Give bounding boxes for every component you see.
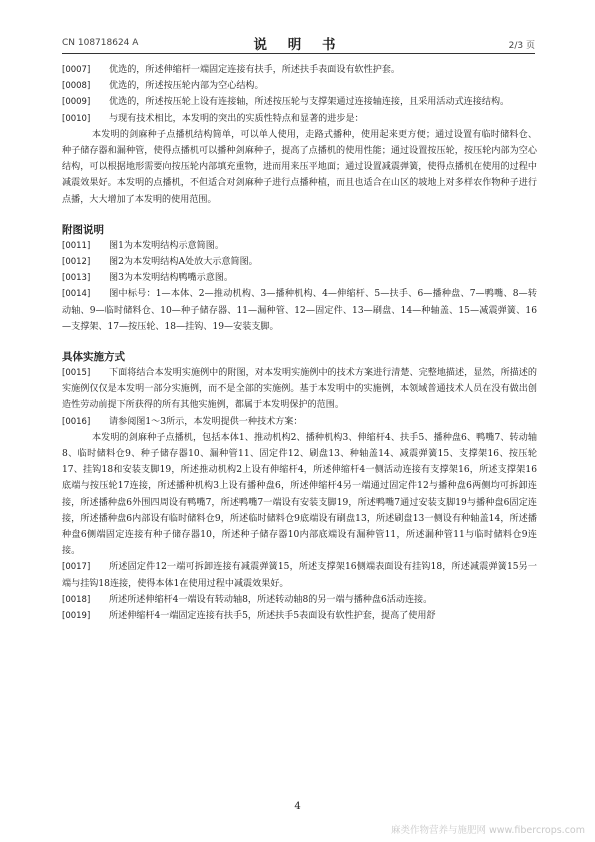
paragraph xyxy=(62,111,537,127)
paragraph xyxy=(62,238,537,254)
document-number: CN 108718624 A xyxy=(62,38,139,48)
paragraph-body: 本发明的剑麻种子点播机结构简单，可以单人使用，走路式播种，使用起来更方便；通过设置有临时储料仓、种子储存器和漏种管，使得点播机可以播种剑麻种子，提高了点播机的使用性能；通过设置按压轮，按压轮内部为空心结构，可以根据地形需要向按压轮内部填充重物，进而用来压平地面；通过设置减震弹簧，使得点播机在使用的过程中减震效果好。本发明的点播机，不但适合对剑麻种子进行点播种植，而且也适合在山区的坡地上对多样农作物种子进行点播，大大增加了本发明的使用范围。 xyxy=(62,129,537,205)
paragraph xyxy=(62,608,537,624)
paragraph-number: [0013] xyxy=(62,273,91,284)
paragraph-text: 下面将结合本发明实施例中的附图，对本发明实施例中的技术方案进行清楚、完整地描述，显然，所描述的实施例仅仅是本发明一部分实施例，而不是全部的实施例。基于本发明中的实施例，本领域普通技术人员在没有做出创造性劳动前提下所获得的所有其他实施例，都属于本发明保护的范围。 xyxy=(62,368,537,411)
paragraph-number: [0008] xyxy=(62,81,91,92)
paragraph-text: 图3为本发明结构鸭嘴示意图。 xyxy=(109,273,234,284)
paragraph-number: [0017] xyxy=(62,562,91,573)
document-title: 说 明 书 xyxy=(253,37,344,53)
paragraph-text: 所述固定件12一端可拆卸连接有减震弹簧15，所述支撑架16侧端表面设有挂钩18，所述减震弹簧15另一端与挂钩18连接，使得本体1在使用过程中减震效果好。 xyxy=(62,562,537,589)
paragraph-number: [0016] xyxy=(62,416,91,427)
paragraph-number: [0018] xyxy=(62,594,91,605)
paragraph xyxy=(62,62,537,78)
paragraph xyxy=(62,270,537,286)
paragraph-text: 优选的，所述伸缩杆一端固定连接有扶手，所述扶手表面设有软性护套。 xyxy=(109,65,401,75)
document-body xyxy=(62,62,537,624)
paragraph xyxy=(62,592,537,608)
page-indicator: 2/3 页 xyxy=(508,41,535,51)
paragraph-text: 图中标号：1—本体、2—推动机构、3—播种机构、4—伸缩杆、5—扶手、6—播种盘、7—鸭嘴、8—转动轴、9—临时储料仓、10—种子储存器、11—漏种管、12—固定件、13—刷盘、14—种轴盖、15—减震弹簧、16—支撑架、17—按压轮、18—挂钩、19—安装支脚。 xyxy=(62,289,537,332)
paragraph-text: 与现有技术相比，本发明的突出的实质性特点和显著的进步是： xyxy=(109,113,364,124)
paragraph-text: 优选的，所述按压轮上设有连接轴，所述按压轮与支撑架通过连接轴连接，且采用活动式连接结构。 xyxy=(109,97,510,108)
paragraph-number: [0014] xyxy=(62,289,91,300)
paragraph xyxy=(62,78,537,94)
paragraph-text: 图1为本发明结构示意简图。 xyxy=(109,240,224,251)
paragraph xyxy=(62,559,537,591)
paragraph-text: 图2为本发明结构A处放大示意简图。 xyxy=(109,257,258,268)
paragraph-number: [0010] xyxy=(62,113,91,124)
website-watermark: 麻类作物营养与施肥网 www.fibercrops.com xyxy=(390,825,585,836)
paragraph xyxy=(62,286,537,335)
paragraph-body: 本发明的剑麻种子点播机，包括本体1、推动机构2、播种机构3、伸缩杆4、扶手5、播种盘6、鸭嘴7、转动轴8、临时储料仓9、种子储存器10、漏种管11、固定件12、刷盘13、种轴盖14、减震弹簧15、支撑架16、按压轮17、挂钩18和安装支脚19，所述推动机构2上设有伸缩杆4，所述伸缩杆4一侧活动连接有支撑架16，所述支撑架16底端与按压轮17连接，所述播种机构3上设有播种盘6，所述伸缩杆4另一端通过固定件12与播种盘6两侧均可拆卸连接，所述播种盘6外围四周设有鸭嘴7，所述鸭嘴7一端设有安装支脚19，所述鸭嘴7通过安装支脚19与播种盘6固定连接，所述播种盘6内部设有临时储料仓9，所述临时储料仓9底端设有刷盘13，所述刷盘13一侧设有种轴盖14，所述播种盘6侧端固定连接有种子储存器10，所述种子储存器10内部底端设有漏种管11，所述漏种管11与临时储料仓9连接。 xyxy=(62,432,537,557)
paragraph-number: [0009] xyxy=(62,97,91,108)
section-heading-embodiment: 具体实施方式 xyxy=(62,351,125,364)
paragraph-text: 请参阅图1～3所示，本发明提供一种技术方案： xyxy=(109,416,303,427)
page-header xyxy=(62,33,535,54)
page-number: 4 xyxy=(294,801,301,812)
paragraph xyxy=(62,414,537,430)
paragraph-text: 优选的，所述按压轮内部为空心结构。 xyxy=(109,81,264,92)
paragraph-number: [0012] xyxy=(62,257,91,268)
paragraph-number: [0015] xyxy=(62,368,91,379)
paragraph xyxy=(62,365,537,414)
paragraph xyxy=(62,94,537,110)
paragraph-number: [0007] xyxy=(62,65,91,75)
paragraph-text: 所述所述伸缩杆4一端设有转动轴8，所述转动轴8的另一端与播种盘6活动连接。 xyxy=(109,594,433,605)
paragraph xyxy=(62,254,537,270)
paragraph-number: [0019] xyxy=(62,611,91,622)
paragraph-number: [0011] xyxy=(62,240,91,251)
section-heading-drawings: 附图说明 xyxy=(62,223,104,236)
paragraph-text: 所述伸缩杆4一端固定连接有扶手5，所述扶手5表面设有软性护套，提高了使用舒 xyxy=(109,611,436,622)
